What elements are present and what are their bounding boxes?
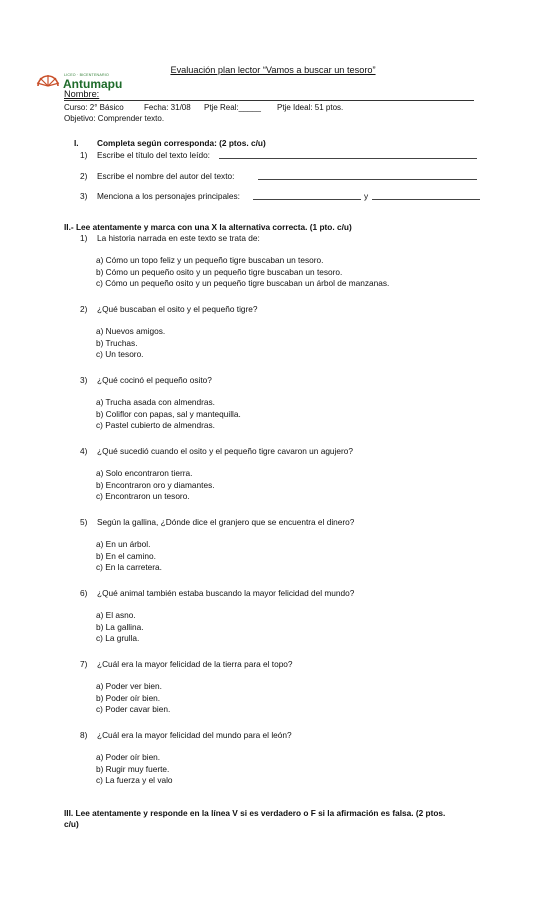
section3-heading: III. Lee atentamente y responde en la línea V si es verdadero o F si la afirmación es falsa. (2 ptos. (64, 808, 446, 818)
name-label: Nombre: (64, 89, 100, 99)
answer-option[interactable]: c) En la carretera. (96, 562, 162, 573)
answer-option[interactable]: c) Pastel cubierto de almendras. (96, 420, 215, 431)
section1-item (80, 150, 210, 160)
question-number: 6) (80, 588, 88, 598)
date-info: Fecha: 31/08 (144, 103, 191, 112)
section3-heading-cont: c/u) (64, 819, 79, 829)
section1-item (80, 191, 240, 201)
answer-option[interactable]: a) Cómo un topo feliz y un pequeño tigre buscaban un tesoro. (96, 255, 324, 265)
question-number: 3) (80, 375, 88, 385)
question-number: 5) (80, 517, 88, 527)
question-number: 4) (80, 446, 88, 456)
answer-option[interactable]: b) La gallina. (96, 621, 144, 632)
question-number: 8) (80, 730, 88, 740)
answer-option[interactable]: a) Solo encontraron tierra. (96, 468, 193, 478)
question-text: ¿Qué buscaban el osito y el pequeño tigre? (97, 304, 258, 314)
answer-option[interactable]: a) El asno. (96, 610, 136, 620)
answer-option[interactable]: c) Un tesoro. (96, 349, 144, 360)
answer-option[interactable]: c) La grulla. (96, 633, 140, 644)
item-number: 1) (80, 150, 88, 160)
character-answer-line-2[interactable] (372, 191, 480, 200)
logo-brand: Antumapu (63, 77, 123, 91)
question-text: ¿Cuál era la mayor felicidad del mundo para el león? (97, 730, 292, 740)
objective: Objetivo: Comprender texto. (64, 114, 165, 123)
answer-option[interactable]: c) Poder cavar bien. (96, 704, 171, 715)
character-answer-line-1[interactable] (253, 191, 361, 200)
answer-option[interactable]: b) Rugir muy fuerte. (96, 763, 170, 774)
answer-option[interactable]: b) En el camino. (96, 550, 156, 561)
answer-option[interactable]: a) En un árbol. (96, 539, 151, 549)
question-text: ¿Qué cocinó el pequeño osito? (97, 375, 212, 385)
section1-number: I. (74, 138, 79, 148)
document-title: Evaluación plan lector “Vamos a buscar un tesoro” (170, 65, 376, 75)
course-info: Curso: 2° Básico (64, 103, 124, 112)
question-text: Según la gallina, ¿Dónde dice el granjero que se encuentra el dinero? (97, 517, 355, 527)
answer-option[interactable]: b) Coliflor con papas, sal y mantequilla. (96, 408, 241, 419)
question-text: ¿Qué sucedió cuando el osito y el pequeño tigre cavaron un agujero? (97, 446, 353, 456)
real-score: Ptje Real:_____ (204, 103, 261, 112)
answer-option[interactable]: b) Cómo un pequeño osito y un pequeño tigre buscaban un tesoro. (96, 266, 343, 277)
answer-option[interactable]: b) Truchas. (96, 337, 138, 348)
question-number: 7) (80, 659, 88, 669)
sun-rays-icon (36, 73, 60, 87)
logo-tagline: LICEO · BICENTENARIO (64, 73, 109, 77)
item-text: Menciona a los personajes principales: (97, 191, 240, 201)
question-text: ¿Cuál era la mayor felicidad de la tierra para el topo? (97, 659, 293, 669)
section1-item (80, 171, 235, 181)
item-text: Escribe el título del texto leído: (97, 150, 210, 160)
question-number: 2) (80, 304, 88, 314)
answer-option[interactable]: a) Nuevos amigos. (96, 326, 166, 336)
answer-option[interactable]: b) Encontraron oro y diamantes. (96, 479, 215, 490)
question-number: 1) (80, 233, 88, 243)
answer-option[interactable]: c) Encontraron un tesoro. (96, 491, 190, 502)
ideal-score: Ptje Ideal: 51 ptos. (277, 103, 344, 112)
question-text: ¿Qué animal también estaba buscando la mayor felicidad del mundo? (97, 588, 355, 598)
answer-option[interactable]: a) Poder oír bien. (96, 752, 161, 762)
section1-heading: Completa según corresponda: (2 ptos. c/u) (97, 138, 266, 148)
item-number: 2) (80, 171, 88, 181)
section2-heading: II.- Lee atentamente y marca con una X la alternativa correcta. (1 pto. c/u) (64, 222, 352, 232)
author-answer-line[interactable] (258, 171, 477, 180)
answer-option[interactable]: a) Poder ver bien. (96, 681, 162, 691)
item-text: Escribe el nombre del autor del texto: (97, 171, 235, 181)
answer-option[interactable]: c) Cómo un pequeño osito y un pequeño tigre buscaban un árbol de manzanas. (96, 278, 390, 289)
name-field[interactable] (64, 89, 474, 101)
answer-option[interactable]: a) Trucha asada con almendras. (96, 397, 215, 407)
conjunction-y: y (364, 191, 369, 201)
answer-option[interactable]: b) Poder oír bien. (96, 692, 161, 703)
question-text: La historia narrada en este texto se trata de: (97, 233, 260, 243)
title-answer-line[interactable] (219, 150, 477, 159)
answer-option[interactable]: c) La fuerza y el valo (96, 775, 173, 786)
item-number: 3) (80, 191, 88, 201)
